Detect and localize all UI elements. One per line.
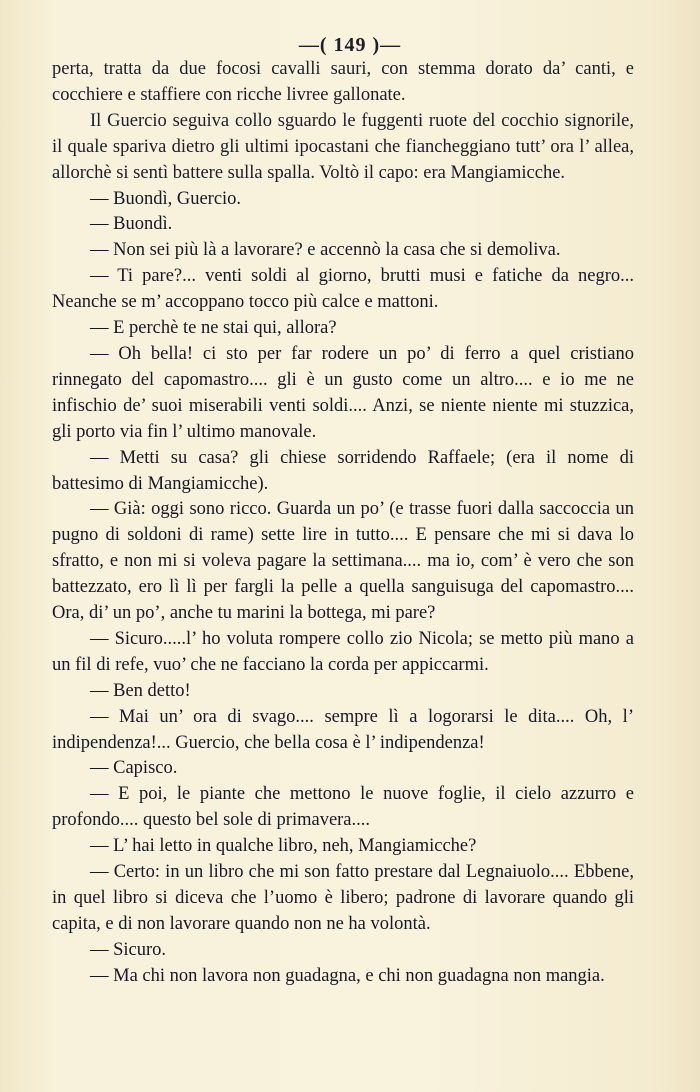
dialogue-line: — Ma chi non lavora non guadagna, e chi non guadagna non mangia. bbox=[90, 965, 605, 986]
paragraph: Il Guercio seguiva collo sguardo le fuggenti ruote del cocchio signorile, il quale spariva dietro gli ultimi ipocastani che fiancheggiano tutt’ ora l’ allea, allorchè si sentì battere sulla spalla. Voltò il capo: era Mangiamicche. bbox=[52, 110, 634, 183]
dialogue-line: — Capisco. bbox=[90, 758, 178, 779]
dialogue-line: — Già: oggi sono ricco. Guarda un po’ (e trasse fuori dalla saccoccia un pugno di soldoni di rame) sette lire in tutto.... E pensare che mi si dava lo sfratto, e non mi si voleva pagare la settimana.... ma io, com’ è vero che son battezzato, ero lì lì per fargli la pelle a quella sanguisuga del capomastro.... Ora, di’ un po’, anche tu marini la bottega, mi pare? bbox=[52, 499, 634, 624]
dialogue-line: — Ti pare?... venti soldi al giorno, brutti musi e fatiche da negro... Neanche se m’ accoppano tocco più calce e mattoni. bbox=[52, 266, 634, 313]
paragraph: perta, tratta da due focosi cavalli sauri, con stemma dorato da’ canti, e cocchiere e staffiere con ricche livree gallonate. bbox=[52, 59, 634, 105]
dialogue-line: — Buondì, Guercio. bbox=[90, 188, 242, 209]
page-number-header: —( 149 )— bbox=[298, 34, 402, 56]
dialogue-line: — L’ hai letto in qualche libro, neh, Mangiamicche? bbox=[90, 836, 477, 857]
dialogue-line: — E perchè te ne stai qui, allora? bbox=[90, 318, 337, 339]
dialogue-line: — E poi, le piante che mettono le nuove foglie, il cielo azzurro e profondo.... questo bel sole di primavera.... bbox=[52, 784, 634, 831]
dialogue-line: — Non sei più là a lavorare? e accennò la casa che si demoliva. bbox=[90, 240, 561, 261]
body-text bbox=[52, 57, 634, 990]
dialogue-line: — Metti su casa? gli chiese sorridendo Raffaele; (era il nome di battesimo di Mangiamicche). bbox=[52, 447, 634, 494]
dialogue-line: — Sicuro.....l’ ho voluta rompere collo zio Nicola; se metto più mano a un fil di refe, vuo’ che ne facciano la corda per appiccarmi. bbox=[52, 628, 634, 675]
dialogue-line: — Oh bella! ci sto per far rodere un po’ di ferro a quel cristiano rinnegato del capomastro.... gli è un gusto come un altro.... e io me ne infischio de’ suoi miserabili venti soldi.... Anzi, se niente niente mi stuzzica, gli porto via fin l’ ultimo manovale. bbox=[52, 343, 634, 442]
dialogue-line: — Ben detto! bbox=[90, 680, 191, 701]
dialogue-line: — Mai un’ ora di svago.... sempre lì a logorarsi le dita.... Oh, l’ indipendenza!... Guercio, che bella cosa è l’ indipendenza! bbox=[52, 706, 634, 753]
dialogue-line: — Certo: in un libro che mi son fatto prestare dal Legnaiuolo.... Ebbene, in quel libro si diceva che l’uomo è libero; padrone di lavorare quando gli capita, e di non lavorare quando non ne ha volontà. bbox=[52, 862, 634, 934]
dialogue-line: — Sicuro. bbox=[90, 939, 167, 960]
dialogue-line: — Buondì. bbox=[90, 214, 173, 235]
